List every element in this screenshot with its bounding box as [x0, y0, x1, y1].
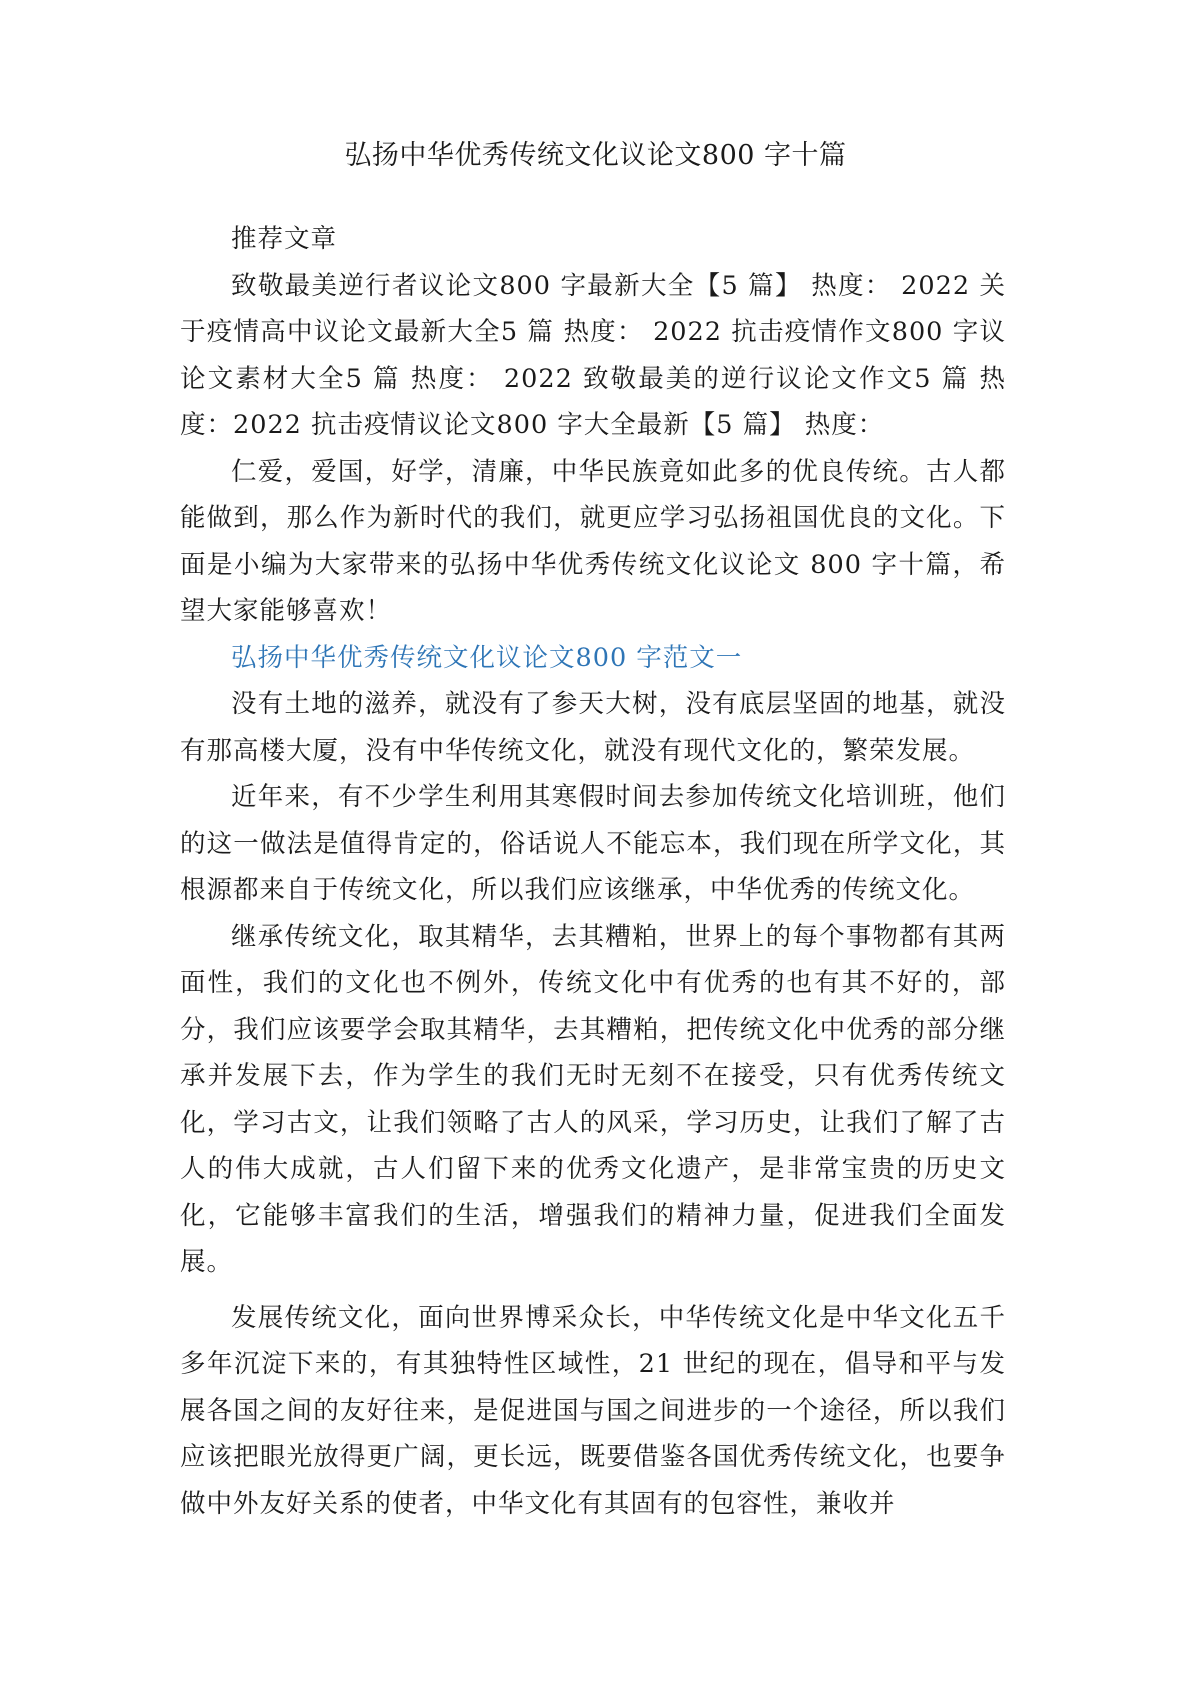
recommend-list: 致敬最美逆行者议论文800 字最新大全【5 篇】 热度： 2022 关于疫情高中议论文最新大全5 篇 热度： 2022 抗击疫情作文800 字议论文素材大全5 篇 热度： 2022 致敬最美的逆行议论文作文5 篇 热度：2022 抗击疫情议论文800 字大全最新【5 篇】 热度：	[180, 270, 1006, 440]
intro-paragraph: 仁爱，爱国，好学，清廉，中华民族竟如此多的优良传统。古人都能做到，那么作为新时代的我们，就更应学习弘扬祖国优良的文化。下面是小编为大家带来的弘扬中华优秀传统文化议论文 800 字十篇，希望大家能够喜欢！	[180, 456, 1006, 626]
section-heading-link[interactable]: 弘扬中华优秀传统文化议论文800 字范文一	[231, 642, 743, 673]
body-paragraph: 发展传统文化，面向世界博采众长，中华传统文化是中华文化五千多年沉淀下来的，有其独特性区域性，21 世纪的现在，倡导和平与发展各国之间的友好往来，是促进国与国之间进步的一个途径，所以我们应该把眼光放得更广阔，更长远，既要借鉴各国优秀传统文化，也要争做中外友好关系的使者，中华文化有其固有的包容性，兼收并	[180, 1302, 1006, 1519]
body-paragraph: 没有土地的滋养，就没有了参天大树，没有底层坚固的地基，就没有那高楼大厦，没有中华传统文化，就没有现代文化的，繁荣发展。	[180, 689, 1006, 766]
document-body	[180, 216, 1006, 1527]
recommend-label: 推荐文章	[231, 224, 338, 254]
document-title: 弘扬中华优秀传统文化议论文800 字十篇	[344, 140, 847, 171]
body-paragraph: 继承传统文化，取其精华，去其糟粕，世界上的每个事物都有其两面性，我们的文化也不例外，传统文化中有优秀的也有其不好的，部分，我们应该要学会取其精华，去其糟粕，把传统文化中优秀的部分继承并发展下去，作为学生的我们无时无刻不在接受，只有优秀传统文化，学习古文，让我们领略了古人的风采，学习历史，让我们了解了古人的伟大成就，古人们留下来的优秀文化遗产，是非常宝贵的历史文化，它能够丰富我们的生活，增强我们的精神力量，促进我们全面发展。	[180, 921, 1006, 1277]
body-paragraph: 近年来，有不少学生利用其寒假时间去参加传统文化培训班，他们的这一做法是值得肯定的，俗话说人不能忘本，我们现在所学文化，其根源都来自于传统文化，所以我们应该继承，中华优秀的传统文化。	[180, 782, 1006, 905]
section-heading	[180, 635, 1006, 682]
